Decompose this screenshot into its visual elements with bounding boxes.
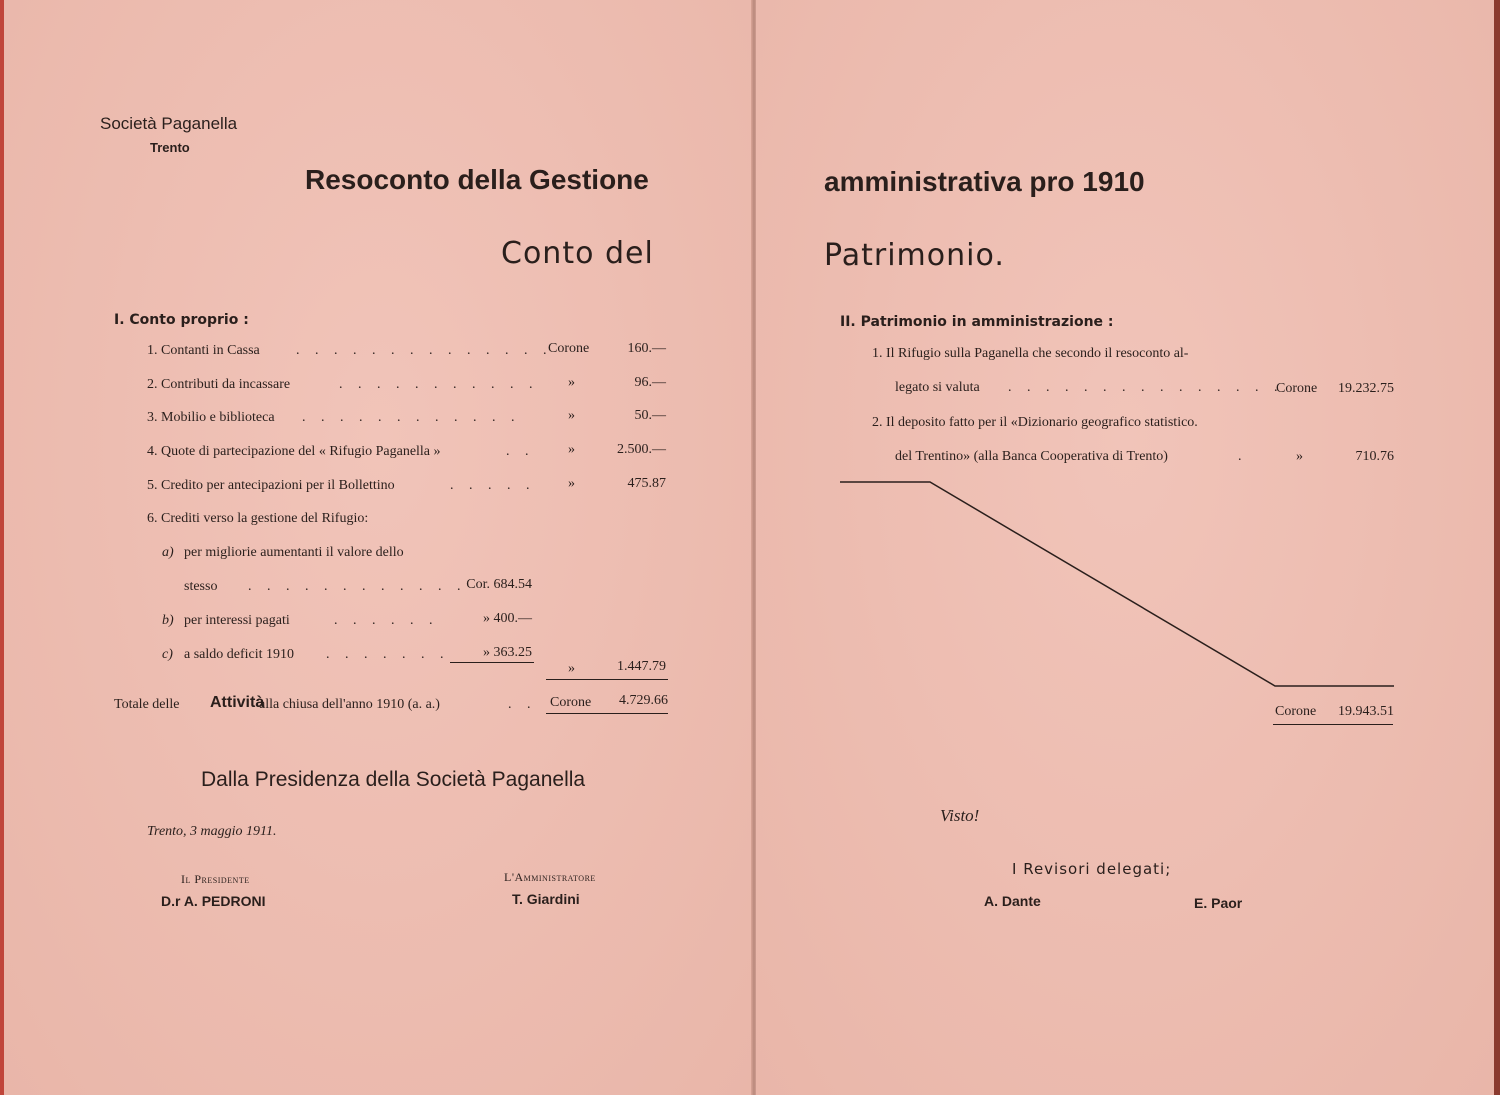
item-5-leader: . . . . . bbox=[450, 478, 536, 493]
item-3-leader: . . . . . . . . . . . . bbox=[302, 410, 521, 425]
item-3-label: 3. Mobilio e biblioteca bbox=[147, 410, 275, 425]
subtotal-rule bbox=[450, 662, 534, 663]
item-6c-leader: . . . . . . . bbox=[326, 647, 450, 662]
total-r-amount: 19.943.51 bbox=[1338, 704, 1394, 719]
admin-role: L'Amministratore bbox=[504, 870, 596, 884]
item-6a-text: per migliorie aumentanti il valore dello bbox=[184, 545, 404, 560]
item-6-label: 6. Crediti verso la gestione del Rifugio: bbox=[147, 511, 369, 526]
item-r1-amount: 19.232.75 bbox=[1338, 381, 1394, 396]
item-3-unit: » bbox=[568, 408, 575, 423]
auditor-2: E. Paor bbox=[1194, 895, 1243, 911]
auditors-heading: I Revisori delegati; bbox=[1012, 860, 1172, 878]
item-1-leader: . . . . . . . . . . . . . . bbox=[296, 343, 553, 358]
grand-total-pre: Totale delle bbox=[114, 697, 180, 712]
page-subtitle-left: Conto del bbox=[501, 236, 654, 271]
society-name: Società Paganella bbox=[100, 114, 238, 133]
president-name: D.r A. PEDRONI bbox=[161, 893, 266, 909]
grand-total-text: alla chiusa dell'anno 1910 (a. a.) bbox=[259, 697, 440, 712]
item-6a-leader: . . . . . . . . . . . . bbox=[248, 579, 467, 594]
item-2-leader: . . . . . . . . . . . bbox=[339, 377, 539, 392]
item-1-amount: 160.— bbox=[627, 341, 666, 356]
item-4-leader: . . bbox=[506, 444, 535, 459]
item-2-unit: » bbox=[568, 375, 575, 390]
section-heading-conto-proprio: I. Conto proprio : bbox=[114, 312, 249, 328]
item-r1-unit: Corone bbox=[1276, 381, 1318, 396]
item-6c-text: a saldo deficit 1910 bbox=[184, 647, 295, 662]
item-6b-amount: » 400.— bbox=[483, 611, 532, 626]
item-r2-amount: 710.76 bbox=[1355, 449, 1394, 464]
item-6b-marker: b) bbox=[162, 613, 174, 628]
item-5-label: 5. Credito per antecipazioni per il Bollettino bbox=[147, 478, 395, 493]
item-r1-leader: . . . . . . . . . . . . . . . bbox=[1008, 380, 1284, 395]
item-r1-line2: legato si valuta bbox=[895, 380, 980, 395]
grand-total-unit: Corone bbox=[550, 695, 592, 710]
grand-total-word: Attività bbox=[210, 694, 265, 711]
item-6a-marker: a) bbox=[162, 545, 174, 560]
item-6c-amount: » 363.25 bbox=[483, 645, 532, 660]
item-r2-line2: del Trentino» (alla Banca Cooperativa di Trento) bbox=[895, 449, 1168, 464]
item-6b-leader: . . . . . . bbox=[334, 613, 439, 628]
item-6c-marker: c) bbox=[162, 647, 173, 662]
item-5-unit: » bbox=[568, 476, 575, 491]
society-city: Trento bbox=[150, 140, 190, 155]
cancellation-line bbox=[756, 0, 1494, 740]
item-4-amount: 2.500.— bbox=[617, 442, 666, 457]
item-6a-amount: Cor. 684.54 bbox=[466, 577, 532, 592]
president-role: Il Presidente bbox=[181, 872, 250, 886]
auditor-1: A. Dante bbox=[984, 893, 1041, 909]
item-6b-text: per interessi pagati bbox=[184, 613, 290, 628]
item-r2-line1: 2. Il deposito fatto per il «Dizionario geografico statistico. bbox=[872, 415, 1198, 430]
item-4-unit: » bbox=[568, 442, 575, 457]
grand-total-leader: . . bbox=[508, 697, 537, 712]
item-6-total-amount: 1.447.79 bbox=[617, 659, 666, 674]
closing-line: Dalla Presidenza della Società Paganella bbox=[201, 768, 586, 791]
page-title-left: Resoconto della Gestione bbox=[305, 164, 649, 195]
item-1-unit: Corone bbox=[548, 341, 590, 356]
item-2-amount: 96.— bbox=[634, 375, 666, 390]
visto-mark: Visto! bbox=[940, 806, 980, 825]
item-4-label: 4. Quote di partecipazione del « Rifugio Paganella » bbox=[147, 444, 441, 459]
total-r-unit: Corone bbox=[1275, 704, 1317, 719]
grand-total-amount: 4.729.66 bbox=[619, 693, 668, 708]
page-subtitle-right: Patrimonio. bbox=[824, 238, 1005, 273]
total-r-rule bbox=[1273, 724, 1393, 725]
grand-total-rule bbox=[546, 713, 668, 714]
item-1-label: 1. Contanti in Cassa bbox=[147, 343, 260, 358]
sum-rule bbox=[546, 679, 668, 680]
item-r2-leader: . bbox=[1238, 449, 1242, 464]
right-page bbox=[756, 0, 1494, 1095]
item-5-amount: 475.87 bbox=[627, 476, 666, 491]
item-6a-text-cont: stesso bbox=[184, 579, 218, 594]
page-title-right: amministrativa pro 1910 bbox=[824, 166, 1145, 197]
admin-name: T. Giardini bbox=[512, 891, 580, 907]
place-date: Trento, 3 maggio 1911. bbox=[147, 824, 277, 839]
item-2-label: 2. Contributi da incassare bbox=[147, 377, 291, 392]
left-page bbox=[4, 0, 754, 1095]
item-6-total-unit: » bbox=[568, 661, 575, 676]
cover-edge bbox=[1494, 0, 1500, 1095]
item-r1-line1: 1. Il Rifugio sulla Paganella che secondo il resoconto al- bbox=[872, 346, 1189, 361]
section-heading-patrimonio: II. Patrimonio in amministrazione : bbox=[840, 314, 1114, 330]
item-3-amount: 50.— bbox=[634, 408, 666, 423]
item-r2-unit: » bbox=[1296, 449, 1303, 464]
